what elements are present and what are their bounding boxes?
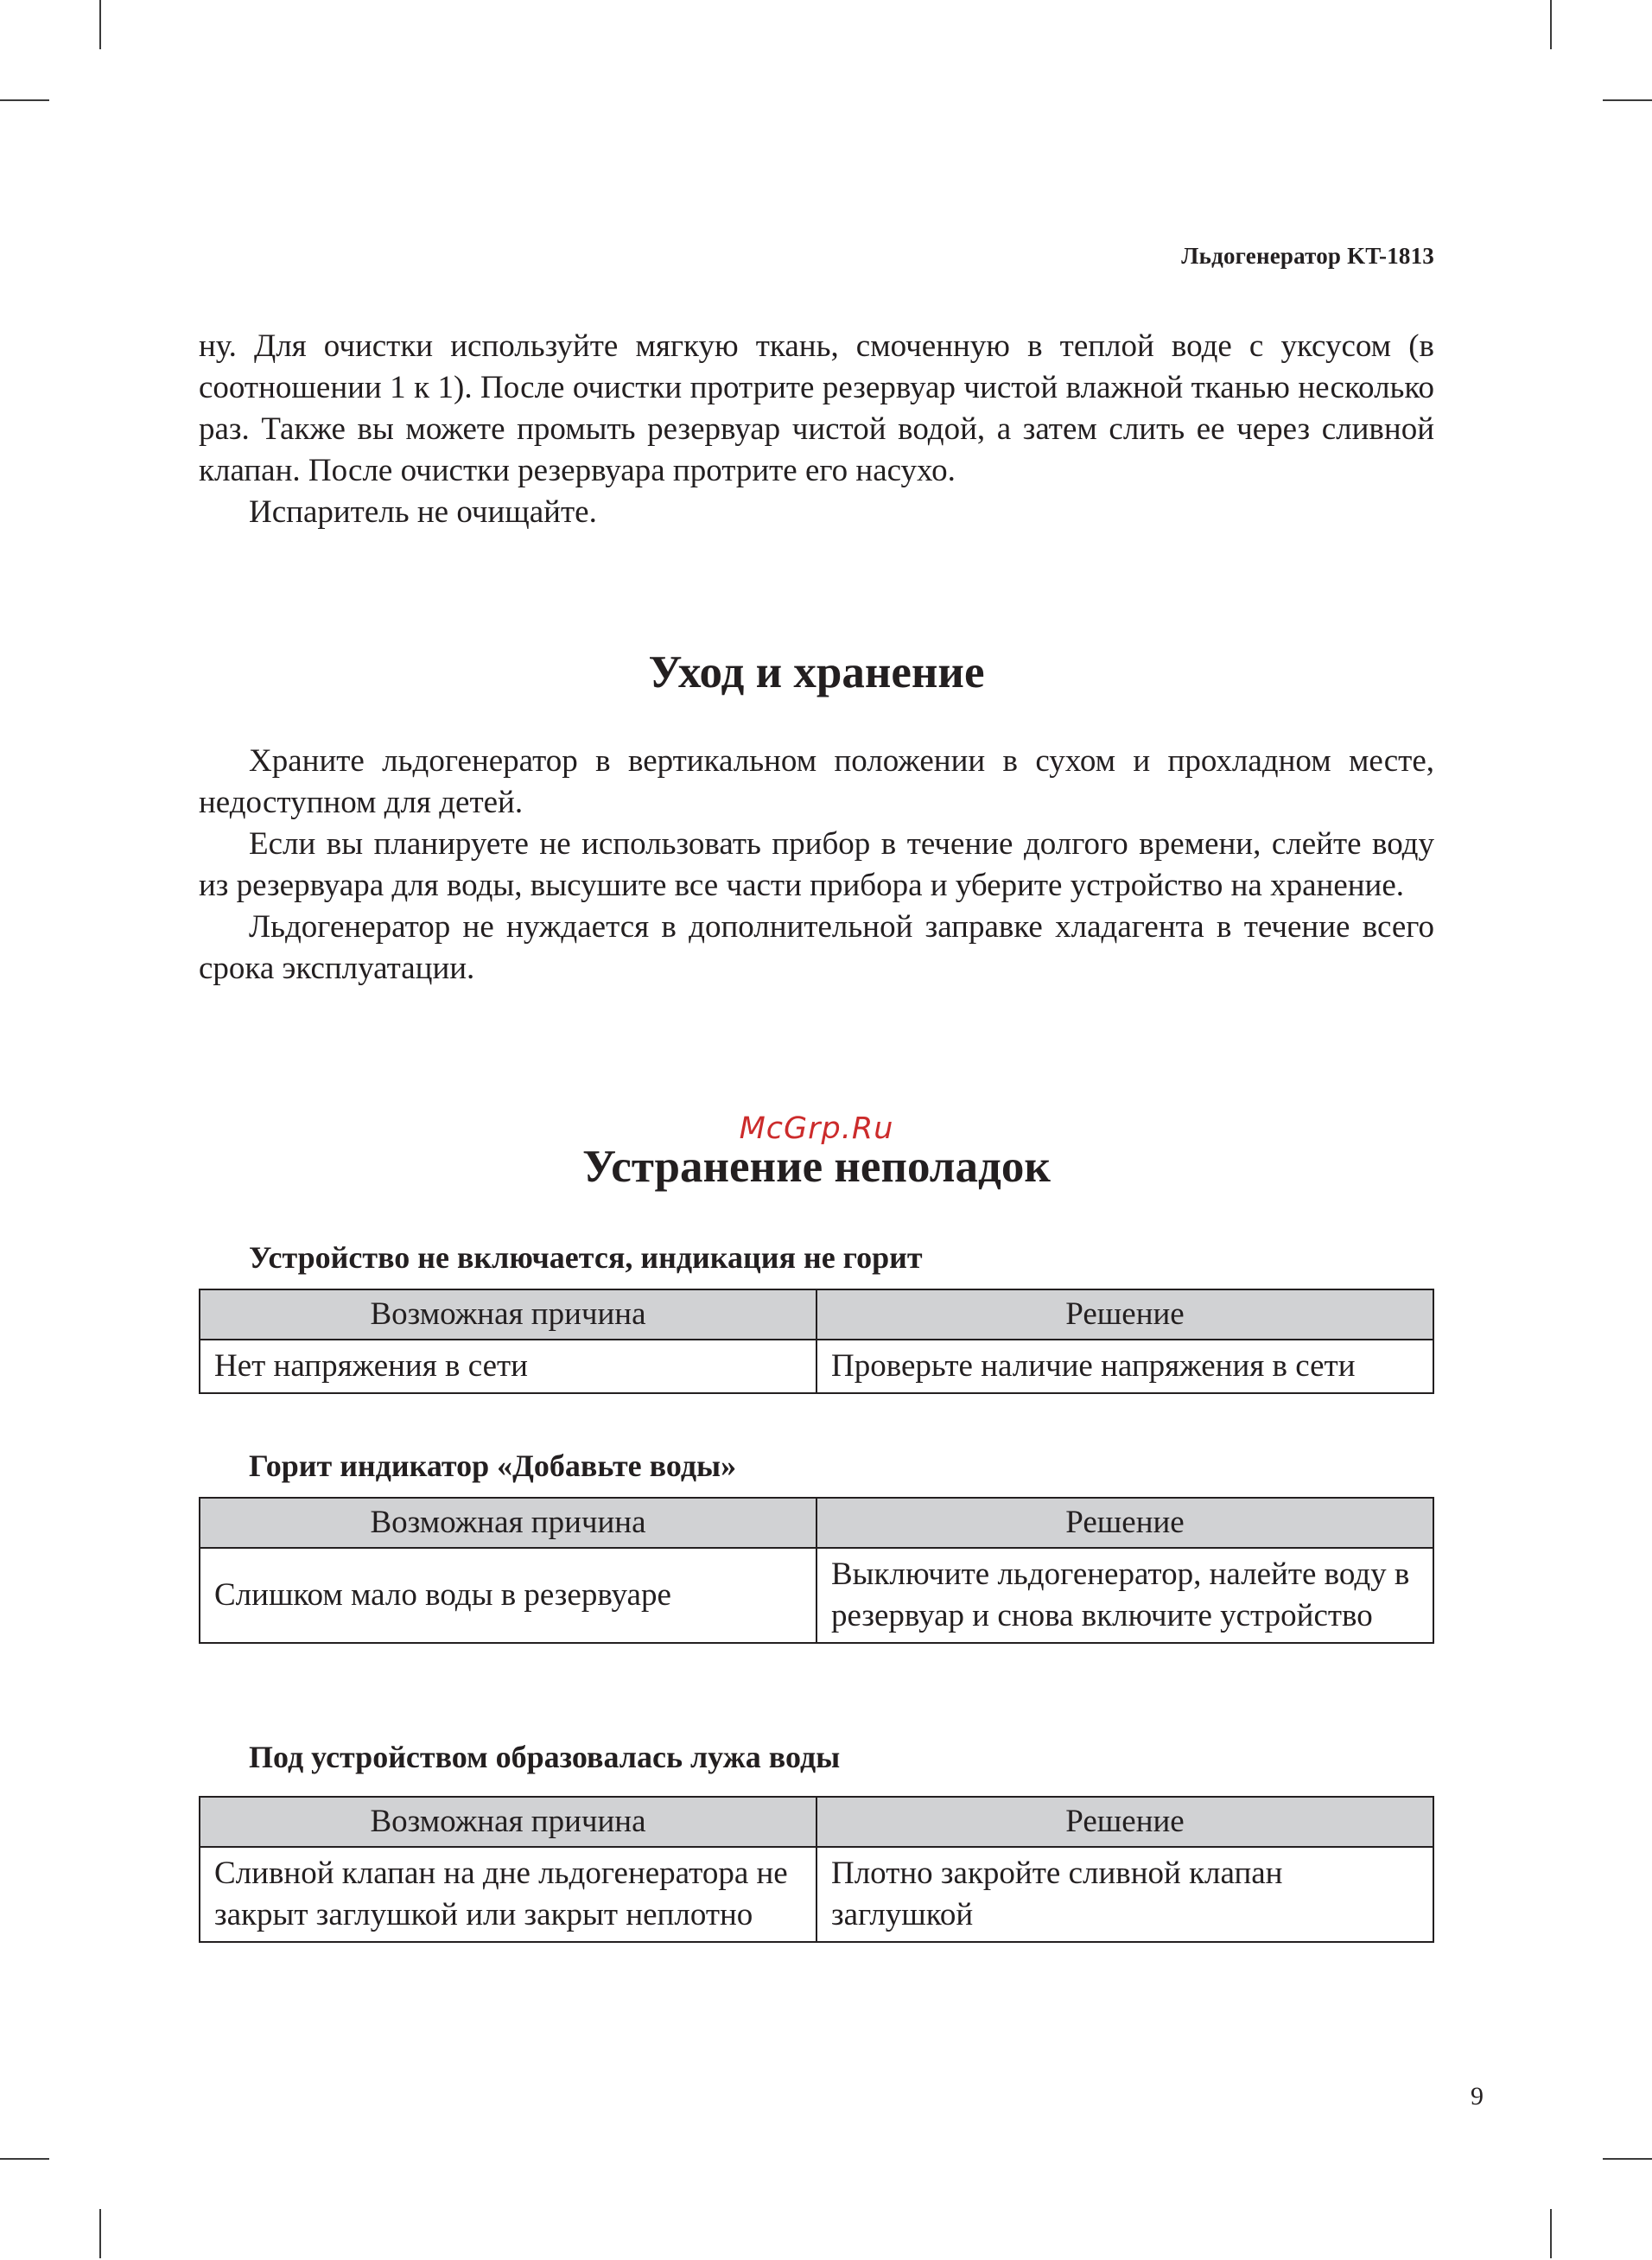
solution-cell: Плотно закройте сливной клапан заглушкой — [816, 1847, 1433, 1942]
problem-title: Под устройством образовалась лужа воды — [249, 1740, 841, 1774]
watermark: McGrp.Ru — [739, 1111, 894, 1146]
crop-mark — [0, 2158, 49, 2160]
cause-cell: Сливной клапан на дне льдогенератора не закрыт заглушкой или закрыт неплотно — [200, 1847, 816, 1942]
column-header-cause: Возможная причина — [200, 1498, 816, 1548]
intro-text — [199, 326, 1434, 533]
solution-cell: Выключите льдогенератор, налейте воду в резервуар и снова включите устройство — [816, 1548, 1433, 1643]
care-text — [199, 741, 1434, 990]
table-header-row — [200, 1289, 1433, 1340]
column-header-cause: Возможная причина — [200, 1797, 816, 1847]
table-row — [200, 1847, 1433, 1942]
care-paragraph: Храните льдогенератор в вертикальном положении в сухом и прохладном месте, недоступном для детей. — [199, 743, 1434, 820]
intro-paragraph: Испаритель не очищайте. — [249, 494, 597, 530]
care-section-title: Уход и хранение — [648, 647, 985, 697]
problem-title: Устройство не включается, индикация не горит — [249, 1240, 923, 1275]
problem-table — [199, 1289, 1434, 1394]
crop-mark — [99, 0, 101, 49]
solution-cell: Проверьте наличие напряжения в сети — [816, 1340, 1433, 1393]
table-row — [200, 1548, 1433, 1643]
cause-cell: Нет напряжения в сети — [200, 1340, 816, 1393]
crop-mark — [0, 99, 49, 101]
crop-mark — [1603, 99, 1652, 101]
crop-mark — [99, 2209, 101, 2258]
care-paragraph: Если вы планируете не использовать прибор в течение долгого времени, слейте воду из резервуара для воды, высушите все части прибора и уберите устройство на хранение. — [199, 826, 1434, 903]
problem-title: Горит индикатор «Добавьте воды» — [249, 1448, 737, 1483]
page-number: 9 — [1471, 2082, 1484, 2110]
crop-mark — [1550, 0, 1552, 49]
intro-paragraph: ну. Для очистки используйте мягкую ткань, смоченную в теплой воде с уксусом (в соотношении 1 к 1). После очистки протрите резервуар чистой влажной тканью несколько раз. Также вы можете промыть резервуар чистой водой, а затем слить ее через сливной клапан. После очистки резервуара протрите его насухо. — [199, 328, 1434, 488]
column-header-solution: Решение — [816, 1797, 1433, 1847]
crop-mark — [1550, 2209, 1552, 2258]
table-row — [200, 1340, 1433, 1393]
column-header-solution: Решение — [816, 1289, 1433, 1340]
crop-mark — [1603, 2158, 1652, 2160]
running-header: Льдогенератор KT-1813 — [1181, 243, 1434, 269]
column-header-solution: Решение — [816, 1498, 1433, 1548]
care-paragraph: Льдогенератор не нуждается в дополнительной заправке хладагента в течение всего срока эксплуатации. — [199, 909, 1434, 986]
cause-cell: Слишком мало воды в резервуаре — [200, 1548, 816, 1643]
column-header-cause: Возможная причина — [200, 1289, 816, 1340]
problem-table — [199, 1497, 1434, 1644]
problem-table — [199, 1796, 1434, 1943]
table-header-row — [200, 1797, 1433, 1847]
troubleshooting-section-title: Устранение неполадок — [582, 1142, 1051, 1192]
table-header-row — [200, 1498, 1433, 1548]
